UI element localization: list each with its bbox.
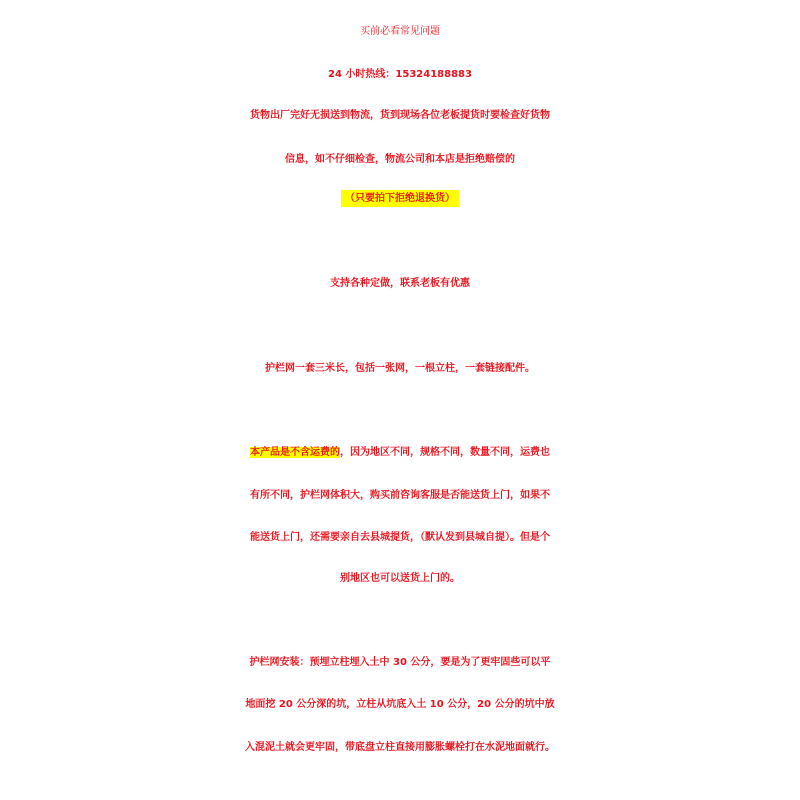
hotline-text: 24 小时热线：15324188883	[328, 69, 472, 80]
shipping-line-4: 别地区也可以送货上门的。	[340, 573, 460, 584]
shipping-line-2: 有所不同，护栏网体积大，购买前咨询客服是否能送货上门，如果不	[250, 490, 550, 501]
install-line-1: 护栏网安装：预埋立柱埋入土中 30 公分，要是为了更牢固些可以平	[249, 657, 551, 668]
shipping-line-3: 能送货上门，还需要亲自去县城提货，（默认发到县城自提）。但是个	[250, 532, 550, 543]
no-return-notice	[0, 187, 800, 211]
no-shipping-fee-highlight: 本产品是不含运费的	[250, 447, 340, 458]
custom-order-text: 支持各种定做，联系老板有优惠	[330, 278, 470, 289]
install-line-3: 入混泥土就会更牢固，带底盘立柱直接用膨胀螺栓打在水泥地面就行。	[245, 742, 555, 753]
shipping-line-1-rest: ，因为地区不同，规格不同，数量不同，运费也	[340, 447, 550, 458]
notice-line-1: 货物出厂完好无损送到物流，货到现场各位老板提货时要检查好货物	[250, 110, 550, 121]
shipping-line-1	[0, 441, 800, 465]
no-return-highlight: （只要拍下拒绝退换货）	[341, 190, 459, 207]
install-line-2: 地面挖 20 公分深的坑，立柱从坑底入土 10 公分，20 公分的坑中放	[245, 699, 555, 710]
notice-line-2: 信息，如不仔细检查，物流公司和本店是拒绝赔偿的	[285, 154, 515, 165]
page-title: 买前必看常见问题	[360, 26, 440, 37]
package-contents-text: 护栏网一套三米长，包括一张网，一根立柱，一套链接配件。	[265, 363, 535, 374]
